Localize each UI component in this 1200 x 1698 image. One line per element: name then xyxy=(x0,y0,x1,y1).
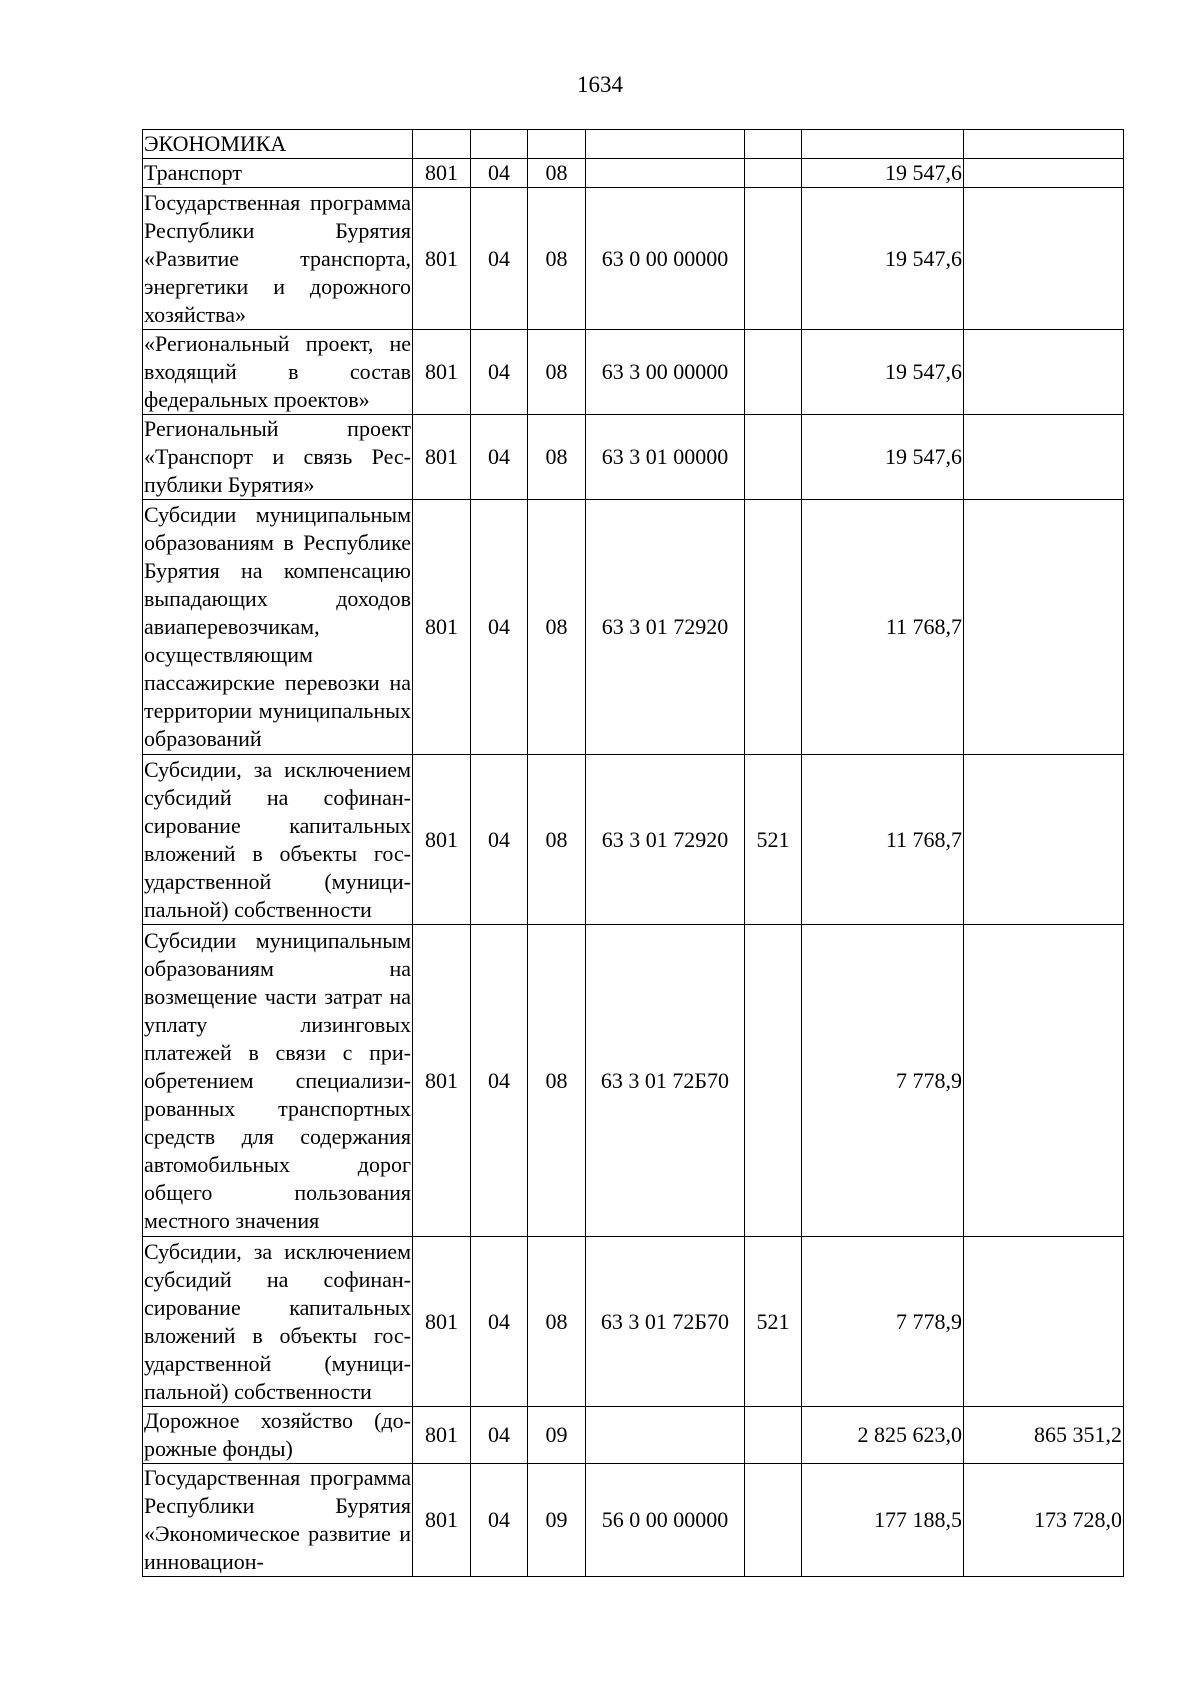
table-row xyxy=(143,159,1124,188)
cell-csr: 63 3 01 72Б70 xyxy=(586,925,745,1237)
cell-name: Субсидии, за исключением субсидий на софинансирование капитальных вложений в объекты государственной (муниципальной) собственности xyxy=(143,1237,413,1407)
cell-pr: 08 xyxy=(528,188,586,330)
cell-csr: 63 3 01 72Б70 xyxy=(586,1237,745,1407)
cell-name: Региональный проект «Транспорт и связь Республики Бурятия» xyxy=(143,415,413,500)
cell-pr: 08 xyxy=(528,1237,586,1407)
cell-grbs: 801 xyxy=(413,755,471,925)
cell-sum2 xyxy=(964,159,1124,188)
cell-sum2 xyxy=(964,755,1124,925)
cell-sum1: 19 547,6 xyxy=(802,188,964,330)
cell-name: ЭКОНОМИКА xyxy=(143,130,413,159)
cell-csr: 63 3 01 72920 xyxy=(586,755,745,925)
cell-name: Субсидии, за исключением субсидий на софинансирование капитальных вложений в объекты государственной (муниципальной) собственности xyxy=(143,755,413,925)
cell-sum2 xyxy=(964,1237,1124,1407)
page-number: 1634 xyxy=(577,72,623,97)
budget-table xyxy=(142,129,1124,1577)
cell-rz xyxy=(471,130,528,159)
cell-sum1: 177 188,5 xyxy=(802,1464,964,1577)
cell-vr xyxy=(745,500,802,755)
table-row xyxy=(143,1237,1124,1407)
cell-name: Государственная программа Республики Бурятия «Развитие транспорта, энергетики и дорожного хозяйства» xyxy=(143,188,413,330)
cell-name: Субсидии муниципальным образованиям на возмещение части затрат на уплату лизинговых платежей в связи с приобретением специализированных транспортных средств для содержания автомобильных дорог общего пользования местного значения xyxy=(143,925,413,1237)
cell-sum2 xyxy=(964,130,1124,159)
cell-csr xyxy=(586,1407,745,1464)
cell-grbs: 801 xyxy=(413,415,471,500)
cell-grbs: 801 xyxy=(413,1407,471,1464)
cell-vr xyxy=(745,415,802,500)
cell-csr xyxy=(586,130,745,159)
cell-sum2 xyxy=(964,925,1124,1237)
cell-grbs: 801 xyxy=(413,188,471,330)
cell-vr xyxy=(745,330,802,415)
cell-pr: 08 xyxy=(528,159,586,188)
cell-vr: 521 xyxy=(745,755,802,925)
cell-csr: 63 0 00 00000 xyxy=(586,188,745,330)
cell-rz: 04 xyxy=(471,188,528,330)
cell-sum1: 7 778,9 xyxy=(802,925,964,1237)
cell-sum1: 2 825 623,0 xyxy=(802,1407,964,1464)
cell-sum2 xyxy=(964,330,1124,415)
cell-sum2 xyxy=(964,500,1124,755)
cell-name: «Региональный проект, не входящий в состав федеральных проектов» xyxy=(143,330,413,415)
cell-sum2 xyxy=(964,188,1124,330)
table-row xyxy=(143,755,1124,925)
table-row xyxy=(143,130,1124,159)
cell-pr: 08 xyxy=(528,925,586,1237)
table-row xyxy=(143,1407,1124,1464)
cell-pr: 08 xyxy=(528,415,586,500)
cell-sum1: 11 768,7 xyxy=(802,500,964,755)
table-body xyxy=(143,130,1124,1577)
table-row xyxy=(143,330,1124,415)
cell-csr: 63 3 01 00000 xyxy=(586,415,745,500)
cell-pr: 08 xyxy=(528,755,586,925)
cell-sum2: 173 728,0 xyxy=(964,1464,1124,1577)
cell-grbs: 801 xyxy=(413,1464,471,1577)
cell-name: Транспорт xyxy=(143,159,413,188)
cell-grbs xyxy=(413,130,471,159)
cell-pr: 09 xyxy=(528,1464,586,1577)
cell-grbs: 801 xyxy=(413,1237,471,1407)
cell-rz: 04 xyxy=(471,755,528,925)
cell-rz: 04 xyxy=(471,415,528,500)
cell-rz: 04 xyxy=(471,1407,528,1464)
cell-csr: 63 3 00 00000 xyxy=(586,330,745,415)
cell-grbs: 801 xyxy=(413,925,471,1237)
cell-rz: 04 xyxy=(471,500,528,755)
table-row xyxy=(143,1464,1124,1577)
cell-grbs: 801 xyxy=(413,159,471,188)
cell-vr xyxy=(745,925,802,1237)
cell-rz: 04 xyxy=(471,330,528,415)
cell-vr xyxy=(745,130,802,159)
cell-name: Государственная программа Республики Бурятия «Экономическое развитие и инновацион- xyxy=(143,1464,413,1577)
cell-pr: 08 xyxy=(528,330,586,415)
cell-vr xyxy=(745,1407,802,1464)
cell-sum1: 19 547,6 xyxy=(802,330,964,415)
cell-vr xyxy=(745,188,802,330)
cell-pr: 08 xyxy=(528,500,586,755)
cell-sum1 xyxy=(802,130,964,159)
cell-pr xyxy=(528,130,586,159)
cell-name: Субсидии муниципальным образованиям в Республике Бурятия на компенсацию выпадающих доходов авиаперевозчикам, осуществляющим пассажирские перевозки на территории муниципальных образований xyxy=(143,500,413,755)
cell-sum1: 7 778,9 xyxy=(802,1237,964,1407)
cell-csr: 56 0 00 00000 xyxy=(586,1464,745,1577)
cell-sum2 xyxy=(964,415,1124,500)
cell-sum1: 11 768,7 xyxy=(802,755,964,925)
cell-pr: 09 xyxy=(528,1407,586,1464)
cell-name: Дорожное хозяйство (дорожные фонды) xyxy=(143,1407,413,1464)
table-row xyxy=(143,415,1124,500)
cell-csr xyxy=(586,159,745,188)
cell-rz: 04 xyxy=(471,159,528,188)
cell-rz: 04 xyxy=(471,925,528,1237)
cell-grbs: 801 xyxy=(413,500,471,755)
table-row xyxy=(143,500,1124,755)
cell-sum1: 19 547,6 xyxy=(802,415,964,500)
cell-sum1: 19 547,6 xyxy=(802,159,964,188)
table-row xyxy=(143,188,1124,330)
cell-vr xyxy=(745,1464,802,1577)
cell-grbs: 801 xyxy=(413,330,471,415)
cell-sum2: 865 351,2 xyxy=(964,1407,1124,1464)
cell-rz: 04 xyxy=(471,1464,528,1577)
cell-csr: 63 3 01 72920 xyxy=(586,500,745,755)
cell-vr: 521 xyxy=(745,1237,802,1407)
table-row xyxy=(143,925,1124,1237)
cell-vr xyxy=(745,159,802,188)
cell-rz: 04 xyxy=(471,1237,528,1407)
